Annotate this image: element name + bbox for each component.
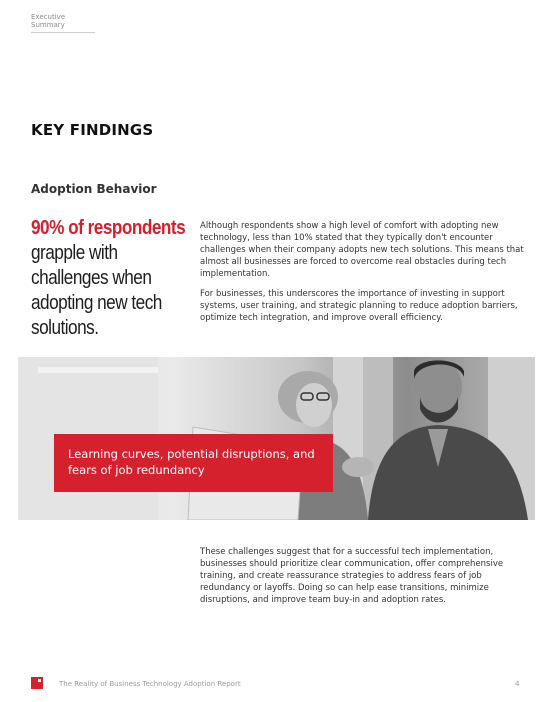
pullquote-text: grapple with challenges when adopting new tech solutions. — [31, 242, 162, 339]
running-header: Executive Summary — [31, 13, 95, 33]
footer-report-title: The Reality of Business Technology Adoption Report — [59, 680, 241, 688]
pullquote — [31, 216, 189, 341]
pullquote-highlight: 90% of respondents — [31, 217, 186, 239]
page-number: 4 — [515, 680, 520, 688]
callout-box: Learning curves, potential disruptions, and fears of job redundancy — [54, 434, 333, 492]
body-paragraph-1: Although respondents show a high level of comfort with adopting new technology, less than 10% stated that they typically don't encounter challenges when their company adopts new tech solutions. This means that almost all businesses are forced to overcome real obstacles during tech implementation. — [200, 221, 524, 279]
body-text — [200, 220, 525, 332]
body-paragraph-2: For businesses, this underscores the importance of investing in support systems, user training, and strategic planning to reduce adoption barriers, optimize tech integration, and improve overall efficiency. — [200, 289, 518, 323]
brand-logo-icon — [31, 677, 43, 689]
body-paragraph-3: These challenges suggest that for a successful tech implementation, businesses should prioritize clear communication, offer comprehensive training, and create reassurance strategies to address fears of job redundancy or layoffs. Doing so can help ease transitions, minimize disruptions, and improve team buy-in and adoption rates. — [200, 547, 504, 605]
section-title: KEY FINDINGS — [31, 121, 154, 139]
subsection-title: Adoption Behavior — [31, 182, 157, 196]
